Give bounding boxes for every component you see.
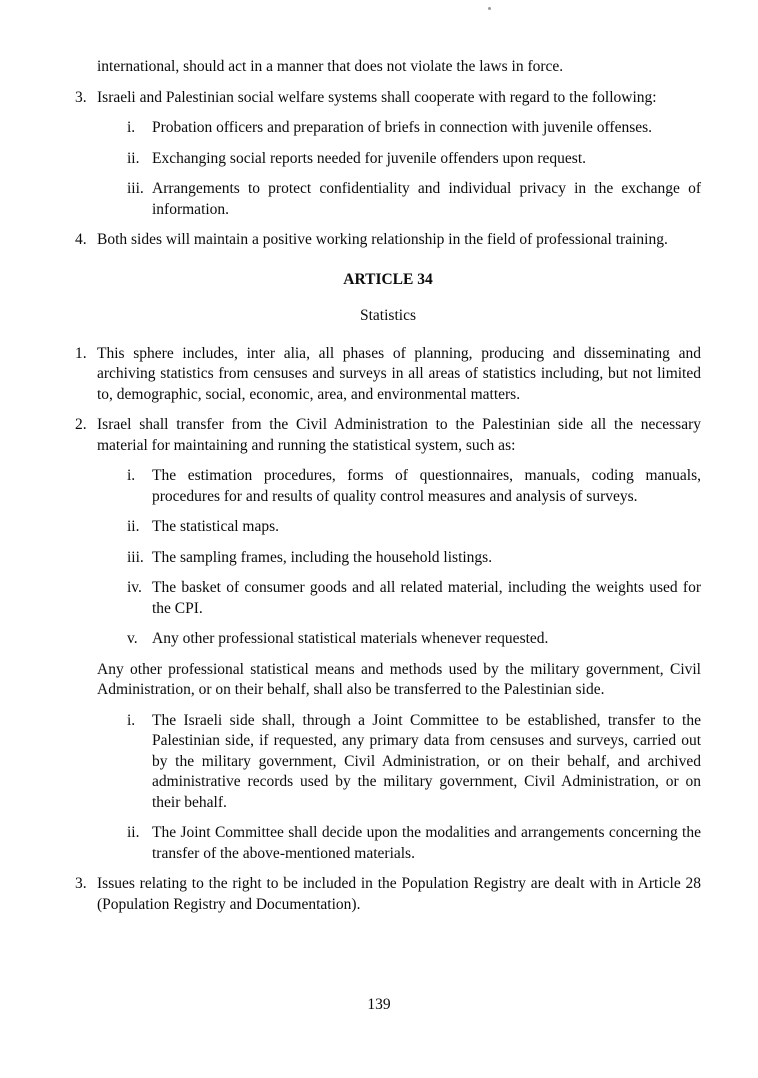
- sub-list-item-number: ii.: [127, 518, 140, 535]
- list-item-number: 3.: [75, 875, 87, 892]
- sub-list-item-number: ii.: [127, 824, 140, 841]
- sub-list-item-number: i.: [127, 467, 136, 484]
- sub-list-item: [127, 823, 701, 864]
- article-heading: ARTICLE 34: [343, 270, 433, 288]
- list-item: [75, 415, 701, 456]
- scan-artifact: [488, 7, 491, 10]
- list-item: [75, 874, 701, 915]
- sub-list-item-number: iii.: [127, 180, 144, 197]
- list-item: [75, 88, 701, 109]
- list-item-number: 4.: [75, 231, 87, 248]
- list-item: [75, 344, 701, 406]
- sub-list-item-text: Any other professional statistical materials whenever requested.: [152, 630, 549, 647]
- list-item-number: 1.: [75, 344, 87, 362]
- sub-list-item-number: v.: [127, 630, 138, 647]
- sub-list-item-number: iv.: [127, 579, 142, 596]
- list-item-number: 2.: [75, 416, 87, 433]
- sub-list-item-text: Arrangements to protect confidentiality and individual privacy in the exchange of information.: [152, 180, 701, 218]
- list-item-text: Both sides will maintain a positive working relationship in the field of professional training.: [97, 231, 668, 248]
- sub-list-item-number: i.: [127, 711, 136, 729]
- sub-list-item-text: The sampling frames, including the household listings.: [152, 548, 493, 566]
- sub-list-item-text: The estimation procedures, forms of questionnaires, manuals, coding manuals, procedures for and results of quality control measures and analysis of surveys.: [152, 467, 701, 505]
- page-number: 139: [367, 996, 391, 1013]
- sub-list-item-text: The basket of consumer goods and all related material, including the weights used for the CPI.: [152, 579, 701, 617]
- list-item-text: This sphere includes, inter alia, all phases of planning, producing and disseminating and archiving statistics from censuses and surveys in all areas of statistics including, but not limited to, demographic, social, economic, area, and environmental matters.: [97, 344, 701, 403]
- paragraph-continuation: international, should act in a manner that does not violate the laws in force.: [97, 58, 564, 75]
- list-item-text: Israeli and Palestinian social welfare systems shall cooperate with regard to the following:: [97, 88, 657, 106]
- sub-list-item: [127, 548, 701, 569]
- list-item-text: Israel shall transfer from the Civil Administration to the Palestinian side all the necessary material for maintaining and running the statistical system, such as:: [97, 416, 701, 454]
- list-item-text: Issues relating to the right to be included in the Population Registry are dealt with in Article 28 (Population Registry and Documentation).: [97, 875, 701, 913]
- article-subtitle: Statistics: [360, 307, 416, 324]
- sub-list-item: [127, 517, 701, 538]
- sub-list-item-text: The Israeli side shall, through a Joint Committee to be established, transfer to the Palestinian side, if requested, any primary data from censuses and surveys, carried out by the military government, Civil Administration, or on their behalf, and archived administrative records used by the military government, Civil Administration, or on their behalf.: [152, 711, 701, 811]
- list-item-number: 3.: [75, 88, 87, 106]
- sub-list-item-number: iii.: [127, 548, 144, 566]
- sub-list-item: [127, 578, 701, 619]
- sub-list-item-text: Exchanging social reports needed for juvenile offenders upon request.: [152, 149, 586, 167]
- sub-list-item-text: The statistical maps.: [152, 518, 279, 535]
- sub-list-item: [127, 466, 701, 507]
- sub-list-item: [127, 711, 701, 814]
- sub-list-item: [127, 629, 701, 650]
- sub-list-item: [127, 179, 701, 220]
- paragraph: Any other professional statistical means and methods used by the military government, Civil Administration, or on their behalf, shall also be transferred to the Palestinian side.: [97, 660, 701, 698]
- sub-list-item-number: i.: [127, 119, 136, 136]
- sub-list-item: [127, 118, 701, 139]
- sub-list-item-text: The Joint Committee shall decide upon the modalities and arrangements concerning the transfer of the above-mentioned materials.: [152, 824, 701, 862]
- sub-list-item-number: ii.: [127, 149, 140, 167]
- sub-list-item-text: Probation officers and preparation of briefs in connection with juvenile offenses.: [152, 119, 653, 136]
- sub-list-item: [127, 149, 701, 170]
- page-content: [75, 57, 701, 925]
- list-item: [75, 230, 701, 251]
